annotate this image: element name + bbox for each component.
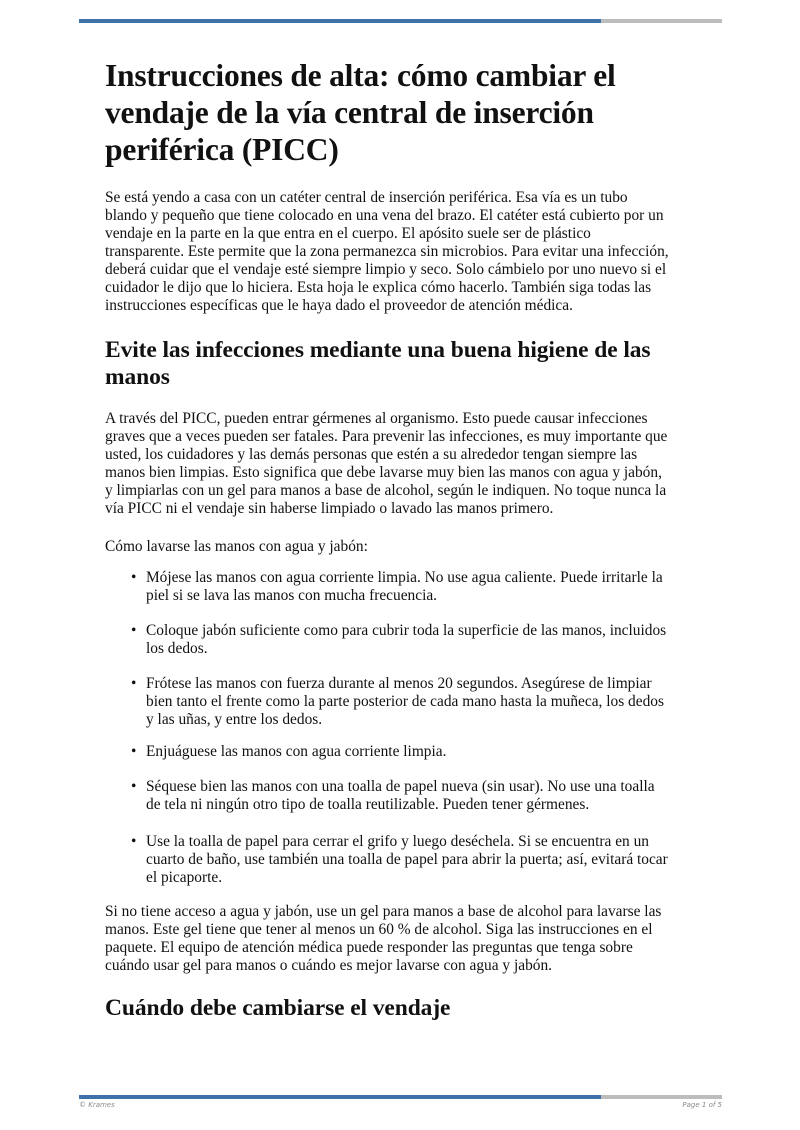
list-item-text [146, 569, 663, 605]
text-line: de tela ni ningún otro tipo de toalla reutilizable. Pueden tener gérmenes. [146, 796, 590, 813]
text-line: cuándo usar gel para manos o cuándo es mejor lavarse con agua y jabón. [105, 957, 553, 974]
heading-line: Cuándo debe cambiarse el vendaje [105, 995, 451, 1021]
text-line: cuidador le dijo que lo hiciera. Esta hoja le explica cómo hacerlo. También siga todas las [105, 279, 652, 296]
header-rule-accent [79, 19, 601, 23]
bullet-icon: • [131, 569, 137, 586]
text-line: vía PICC ni el vendaje sin haberse limpiado o lavado las manos primero. [105, 500, 554, 517]
list-intro [105, 538, 725, 556]
list-item-text [146, 833, 668, 887]
text-line: deberá cuidar que el vendaje esté siempre limpio y seco. Solo cámbielo por uno nuevo si el [105, 261, 667, 278]
bullet-icon: • [131, 622, 137, 639]
bullet-icon: • [131, 743, 137, 760]
section-heading-hygiene [105, 337, 725, 391]
text-line: graves que a veces pueden ser fatales. Para prevenir las infecciones, es muy importante que [105, 428, 668, 445]
text-line: Mójese las manos con agua corriente limpia. No use agua caliente. Puede irritarle la [146, 569, 663, 586]
text-line: Coloque jabón suficiente como para cubrir toda la superficie de las manos, incluidos [146, 622, 667, 639]
heading-line: Evite las infecciones mediante una buena higiene de las [105, 337, 651, 363]
page-title-line: periférica (PICC) [105, 132, 339, 167]
list-item-text [146, 743, 446, 761]
text-line: y las uñas, y entre los dedos. [146, 711, 323, 728]
intro-paragraph [105, 189, 725, 315]
text-line: A través del PICC, pueden entrar gérmenes al organismo. Esto puede causar infecciones [105, 410, 648, 427]
text-line: manos. Este gel tiene que tener al menos un 60 % de alcohol. Siga las instrucciones en el [105, 921, 653, 938]
text-line: Cómo lavarse las manos con agua y jabón: [105, 538, 368, 555]
list-item-text [146, 622, 666, 658]
text-line: Se está yendo a casa con un catéter central de inserción periférica. Esa vía es un tubo [105, 189, 628, 206]
text-line: Use la toalla de papel para cerrar el grifo y luego deséchela. Si se encuentra en un [146, 833, 649, 850]
text-line: usted, los cuidadores y las demás personas que estén a su alrededor tengan siempre las [105, 446, 638, 463]
page-title-line: Instrucciones de alta: cómo cambiar el [105, 58, 616, 93]
footer-copyright: © Krames [79, 1101, 115, 1109]
text-line: blando y pequeño que tiene colocado en una vena del brazo. El catéter está cubierto por un [105, 207, 664, 224]
text-line: Enjuáguese las manos con agua corriente limpia. [146, 743, 447, 760]
heading-line: manos [105, 364, 170, 390]
text-line: Si no tiene acceso a agua y jabón, use un gel para manos a base de alcohol para lavarse las [105, 903, 662, 920]
text-line: transparente. Este permite que la zona permanezca sin microbios. Para evitar una infección, [105, 243, 669, 260]
bullet-icon: • [131, 833, 137, 850]
list-item-text [146, 675, 664, 729]
text-line: vendaje en la parte en la que entra en el cuerpo. El apósito suele ser de plástico [105, 225, 591, 242]
text-line: Frótese las manos con fuerza durante al menos 20 segundos. Asegúrese de limpiar [146, 675, 652, 692]
text-line: cuarto de baño, use también una toalla de papel para abrir la puerta; así, evitará tocar [146, 851, 668, 868]
text-line: el picaporte. [146, 869, 223, 886]
hygiene-paragraph [105, 410, 725, 518]
page-title [105, 57, 725, 168]
header-rule-gray [601, 19, 722, 23]
footer-rule [79, 1095, 722, 1099]
text-line: Séquese bien las manos con una toalla de papel nueva (sin usar). No use una toalla [146, 778, 655, 795]
text-line: instrucciones específicas que le haya dado el proveedor de atención médica. [105, 297, 573, 314]
hand-gel-paragraph [105, 903, 725, 975]
footer-rule-accent [79, 1095, 601, 1099]
text-line: bien tanto el frente como la parte posterior de cada mano hasta la muñeca, los dedos [146, 693, 664, 710]
text-line: paquete. El equipo de atención médica puede responder las preguntas que tenga sobre [105, 939, 633, 956]
bullet-icon: • [131, 675, 137, 692]
text-line: y limpiarlas con un gel para manos a base de alcohol, según le indiquen. No toque nunca la [105, 482, 667, 499]
text-line: los dedos. [146, 640, 208, 657]
footer-rule-gray [601, 1095, 722, 1099]
footer-page-number: Page 1 of 5 [682, 1101, 722, 1109]
header-rule [79, 19, 722, 23]
section-heading-when-to-change [105, 995, 725, 1022]
bullet-icon: • [131, 778, 137, 795]
text-line: manos bien limpias. Esto significa que debe lavarse muy bien las manos con agua y jabón, [105, 464, 662, 481]
page-title-line: vendaje de la vía central de inserción [105, 95, 594, 130]
list-item-text [146, 778, 655, 814]
text-line: piel si se lava las manos con mucha frecuencia. [146, 587, 438, 604]
